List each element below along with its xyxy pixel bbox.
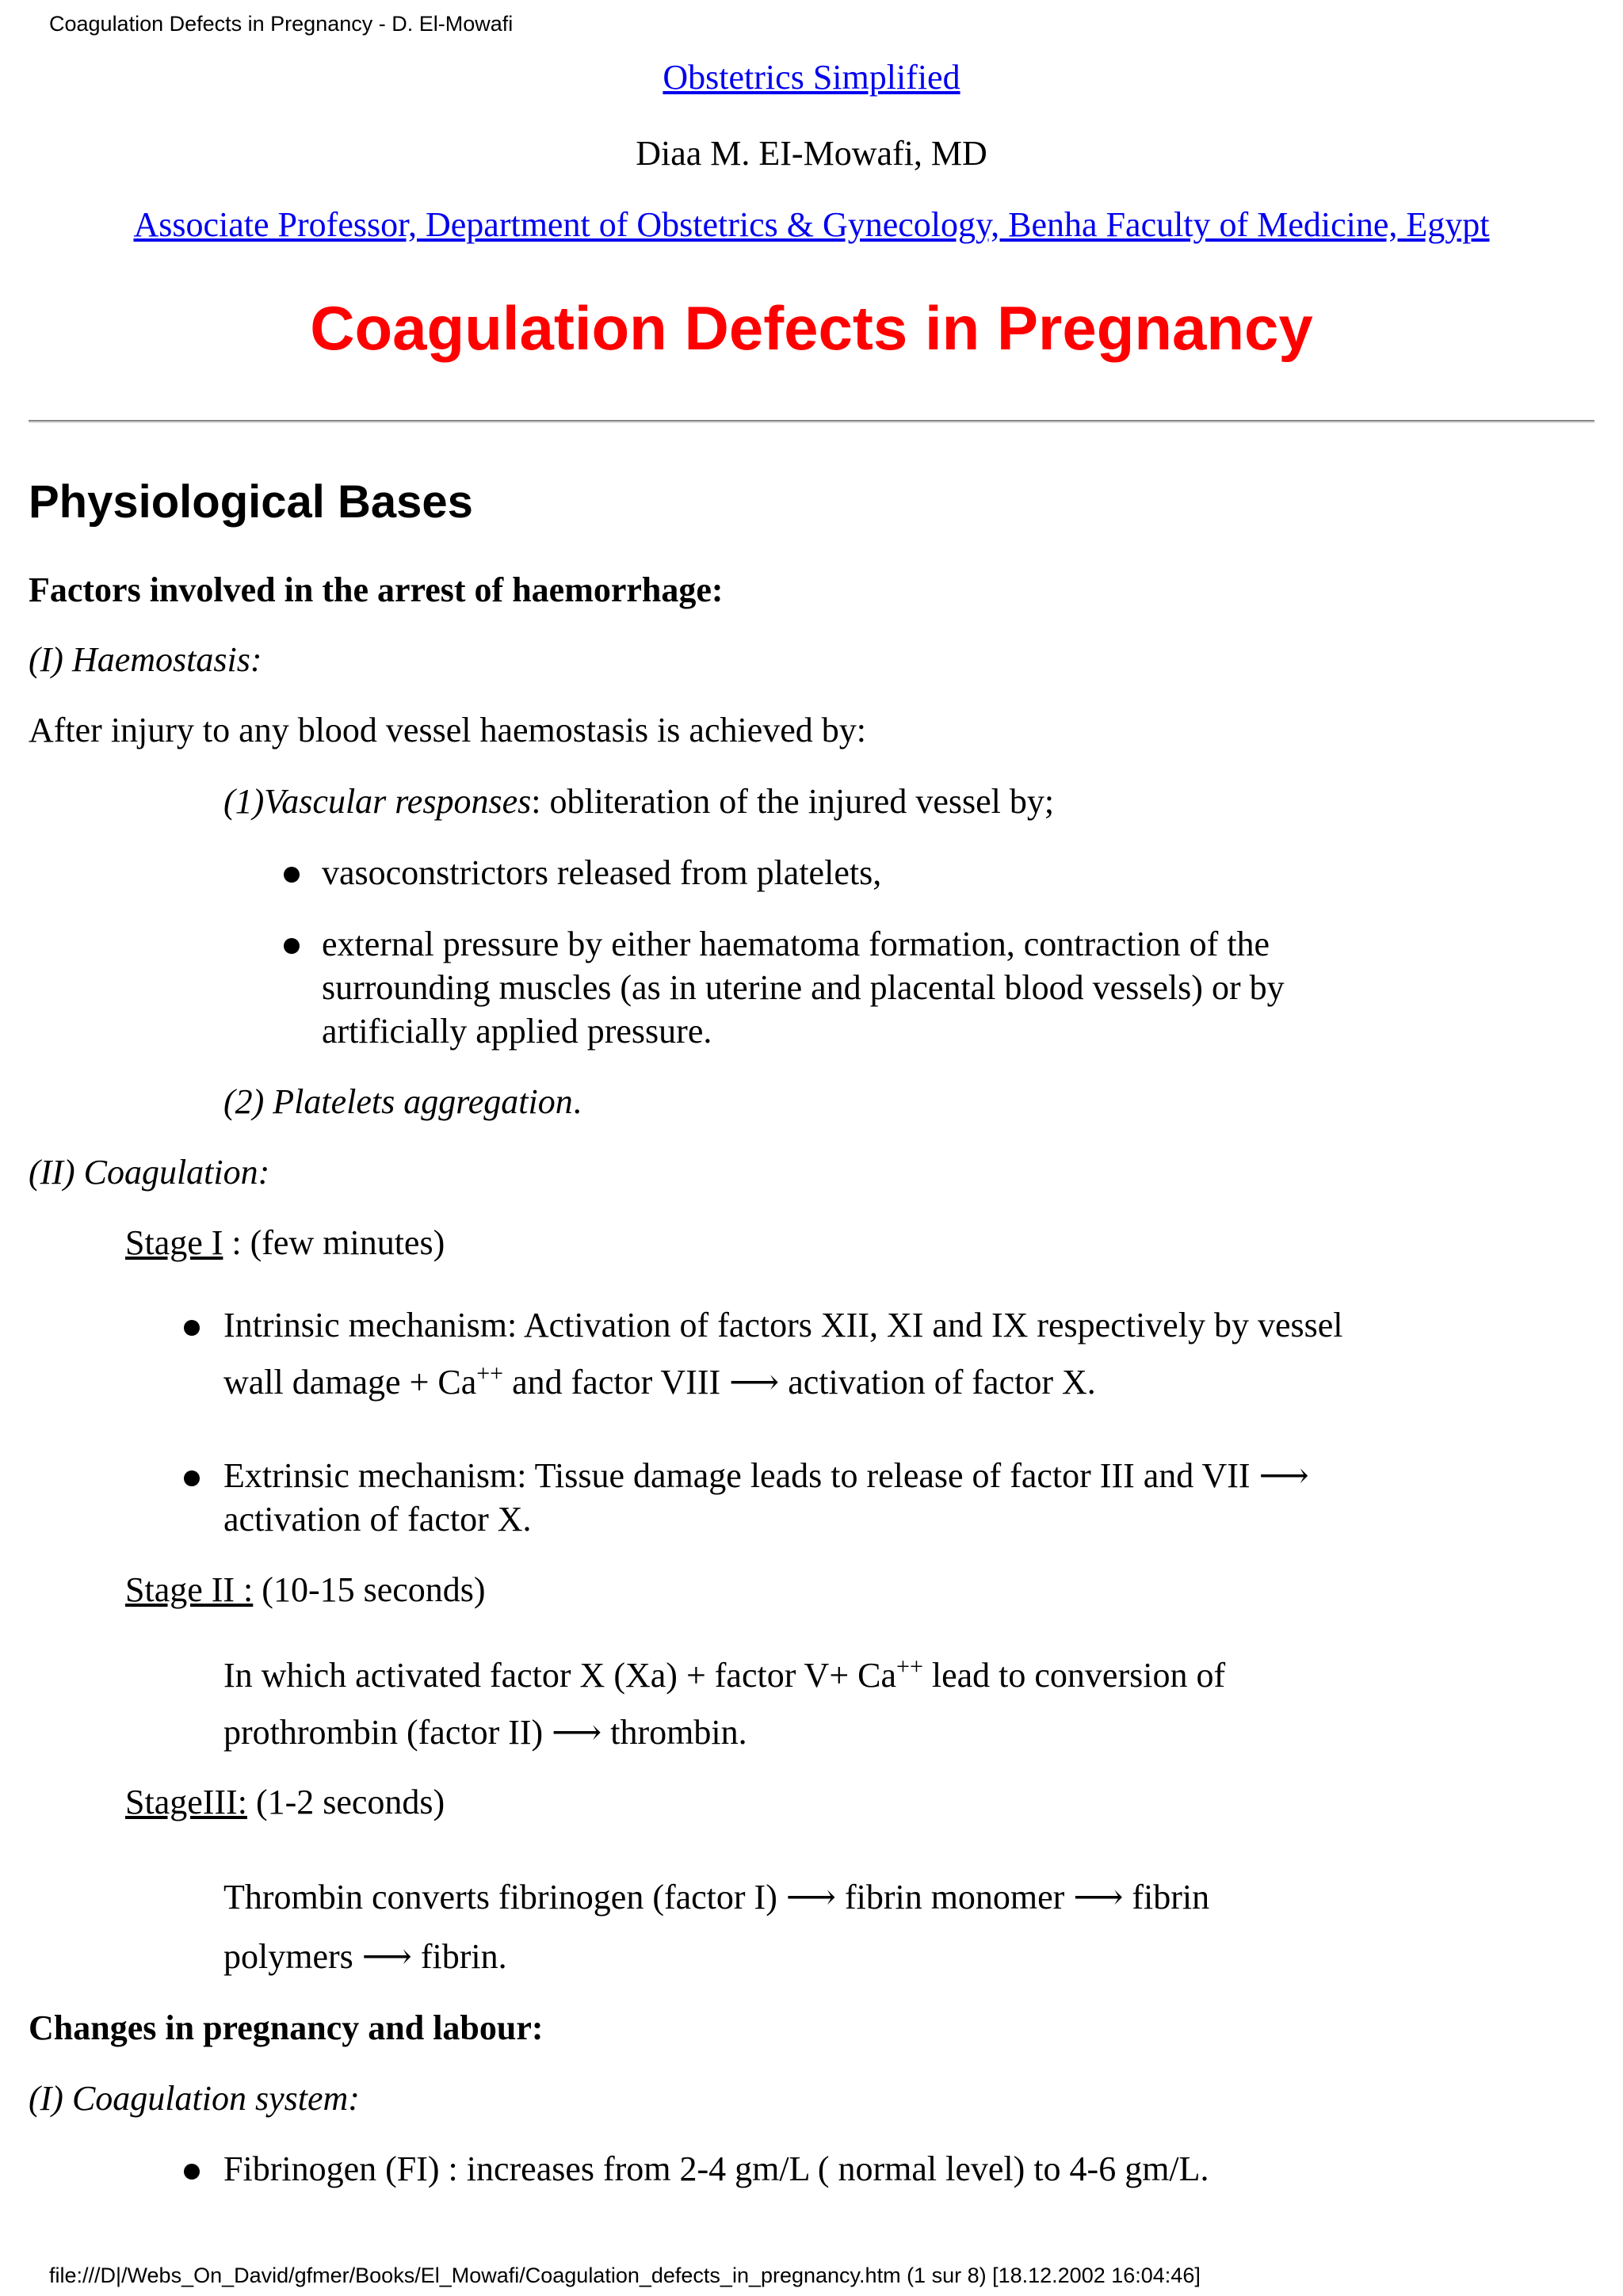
stage-2-label: Stage II :: [125, 1570, 254, 1609]
platelets-label: (2) Platelets aggregation: [223, 1082, 573, 1121]
stage-2-duration: (10-15 seconds): [253, 1570, 486, 1609]
intrinsic-line1: Intrinsic mechanism: Activation of factors XII, XI and IX respectively by vessel: [223, 1306, 1343, 1344]
stage-2-line1: [223, 1654, 1225, 1697]
stage-2-heading: [125, 1569, 486, 1611]
horizontal-rule: [29, 420, 1594, 423]
haemostasis-intro: After injury to any blood vessel haemostasis is achieved by:: [29, 711, 866, 749]
superscript: ++: [476, 1360, 504, 1386]
affiliation-row: [0, 204, 1623, 246]
platelets-end: .: [572, 1082, 582, 1121]
list-item: vasoconstrictors released from platelets,: [322, 853, 882, 892]
intrinsic-line2: [223, 1361, 1096, 1404]
vascular-label: (1)Vascular responses: [223, 782, 532, 821]
book-link-row: [0, 57, 1623, 98]
affiliation-link[interactable]: Associate Professor, Department of Obstetrics & Gynecology, Benha Faculty of Medicine, Egypt: [133, 205, 1490, 244]
superscript: ++: [896, 1653, 923, 1680]
bullet-icon: [284, 938, 300, 954]
stage-3-line1: Thrombin converts fibrinogen (factor I) ⟶ fibrin monomer ⟶ fibrin: [223, 1878, 1210, 1917]
list-item-line: external pressure by either haematoma formation, contraction of the: [322, 925, 1270, 963]
fibrinogen-item: Fibrinogen (FI) : increases from 2-4 gm/L ( normal level) to 4-6 gm/L.: [223, 2149, 1209, 2188]
list-item-line: surrounding muscles (as in uterine and placental blood vessels) or by: [322, 968, 1285, 1007]
bullet-icon: [184, 1320, 200, 1336]
intrinsic-text-a: wall damage + Ca: [223, 1363, 477, 1402]
stage-2-line2: prothrombin (factor II) ⟶ thrombin.: [223, 1713, 747, 1752]
changes-heading: Changes in pregnancy and labour:: [29, 2008, 544, 2047]
list-item-line: artificially applied pressure.: [322, 1012, 712, 1051]
stage-2-text-b: lead to conversion of: [922, 1656, 1226, 1695]
extrinsic-line1: Extrinsic mechanism: Tissue damage leads to release of factor III and VII ⟶: [223, 1456, 1309, 1495]
bullet-icon: [184, 1470, 200, 1486]
coagulation-system-heading: (I) Coagulation system:: [29, 2079, 360, 2118]
author-name: Diaa M. EI-Mowafi, MD: [636, 134, 987, 173]
page-title: Coagulation Defects in Pregnancy: [310, 293, 1313, 363]
stage-3-line2: polymers ⟶ fibrin.: [223, 1937, 507, 1976]
stage-1-duration: : (few minutes): [223, 1223, 445, 1262]
vascular-rest: : obliteration of the injured vessel by;: [531, 782, 1055, 821]
stage-3-label: StageIII:: [125, 1783, 247, 1821]
book-link[interactable]: Obstetrics Simplified: [663, 58, 960, 97]
intrinsic-text-b: and factor VIII ⟶ activation of factor X.: [503, 1363, 1096, 1402]
stage-2-text-a: In which activated factor X (Xa) + factor V+ Ca: [223, 1656, 897, 1695]
coagulation-heading: (II) Coagulation:: [29, 1153, 270, 1192]
haemostasis-heading: (I) Haemostasis:: [29, 640, 262, 679]
bullet-icon: [184, 2164, 200, 2180]
stage-3-heading: [125, 1781, 445, 1824]
print-header: Coagulation Defects in Pregnancy - D. El-Mowafi: [49, 12, 514, 36]
vascular-responses: [223, 780, 1054, 823]
section-heading: Physiological Bases: [29, 476, 473, 528]
print-footer: file:///D|/Webs_On_David/gfmer/Books/El_Mowafi/Coagulation_defects_in_pregnancy.htm (1 sur 8) [18.12.2002 16:04:46]: [49, 2264, 1201, 2287]
factors-heading: Factors involved in the arrest of haemorrhage:: [29, 570, 724, 609]
stage-3-duration: (1-2 seconds): [246, 1783, 445, 1821]
bullet-icon: [284, 867, 300, 883]
stage-1-heading: [125, 1222, 445, 1264]
stage-1-label: Stage I: [125, 1223, 223, 1262]
extrinsic-line2: activation of factor X.: [223, 1500, 532, 1539]
platelets-aggregation: [223, 1081, 582, 1123]
